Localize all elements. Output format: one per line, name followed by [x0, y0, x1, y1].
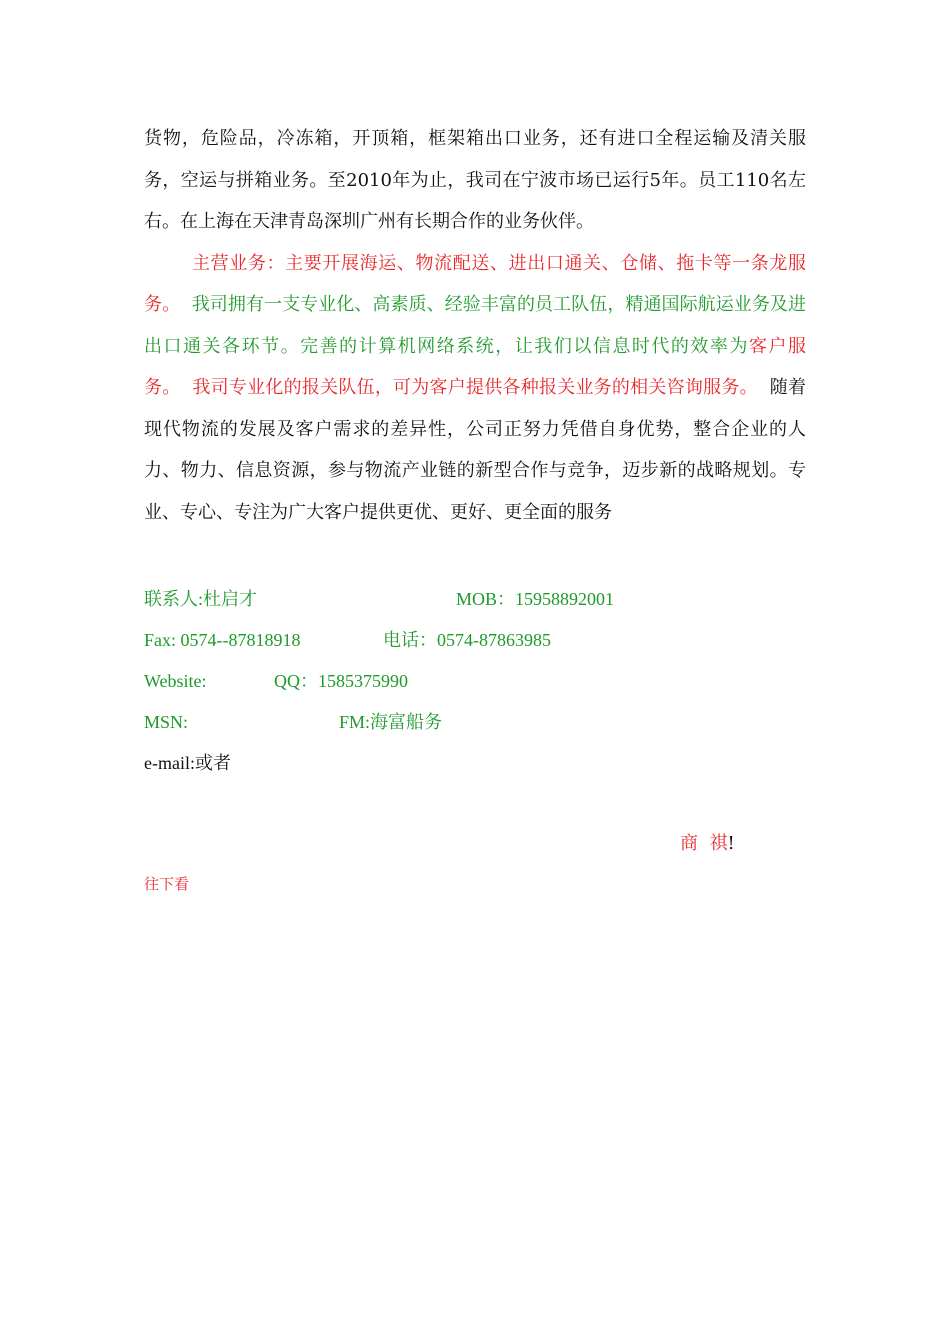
contact-website: Website:: [144, 671, 207, 691]
closing-text: 商 祺: [680, 833, 728, 854]
contact-mobile: MOB：15958892001: [456, 589, 615, 609]
team-text-end: 客户服务。: [144, 335, 806, 398]
business-paragraph: [144, 243, 806, 534]
contact-fax: Fax: 0574--87818918: [144, 630, 301, 650]
intro-paragraph: 货物，危险品，冷冻箱，开顶箱，框架箱出口业务，还有进口全程运输及清关服务，空运与拼箱业务。至2010年为止，我司在宁波市场已运行5年。员工110名左右。在上海在天津青岛深圳广州有长期合作的业务伙伴。: [144, 128, 806, 232]
team-text: 我司拥有一支专业化、高素质、经验丰富的员工队伍，精通国际航运业务及进出口通关各环节。完善的计算机网络系统，让我们以信息时代的效率为: [144, 294, 807, 357]
contact-phone: 电话：0574-87863985: [383, 630, 551, 650]
company-description: [144, 118, 806, 533]
contact-fm: FM:海富船务: [339, 712, 443, 732]
contact-qq: QQ：1585375990: [274, 671, 408, 691]
closing-greeting: [680, 832, 735, 856]
main-business-text: 主营业务：主要开展海运、物流配送、进出口通关、仓储、拖卡等一条龙服务。: [144, 252, 806, 315]
future-text: 随着现代物流的发展及客户需求的差异性，公司正努力凭借自身优势，整合企业的人力、物力、信息资源，参与物流产业链的新型合作与竞争，迈步新的战略规划。专业、专心、专注为广大客户提供更优、更好、更全面的服务: [144, 377, 807, 523]
contact-msn: MSN:: [144, 712, 189, 732]
closing-mark: !: [727, 833, 735, 854]
contact-person: 联系人:杜启才: [144, 589, 258, 609]
customs-text: 我司专业化的报关队伍，可为客户提供各种报关业务的相关咨询服务。: [192, 377, 758, 398]
read-more-text: 往下看: [144, 875, 190, 893]
contact-email: e-mail:或者: [144, 753, 231, 773]
